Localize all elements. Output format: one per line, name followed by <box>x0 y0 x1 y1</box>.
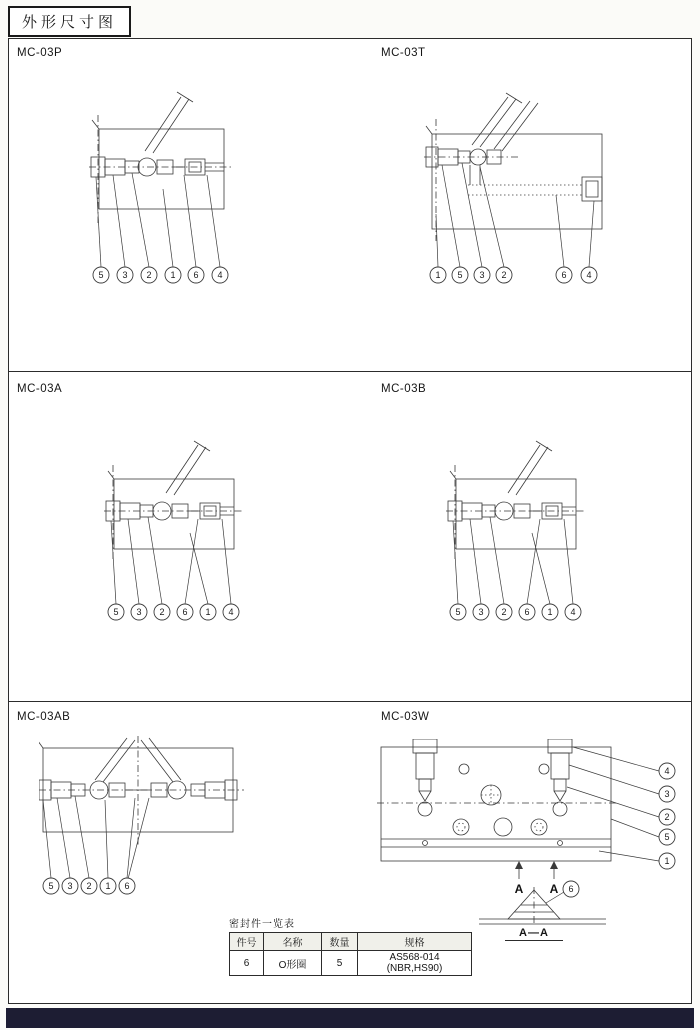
balloon <box>452 267 468 283</box>
cell-name: O形圈 <box>264 951 322 976</box>
svg-text:5: 5 <box>48 881 54 891</box>
balloon <box>43 878 59 894</box>
svg-text:4: 4 <box>586 270 592 280</box>
balloon <box>496 267 512 283</box>
dimension-drawing-mc03ab <box>39 734 249 904</box>
svg-text:1: 1 <box>435 270 441 280</box>
seal-table-title: 密封件一览表 <box>229 919 295 930</box>
balloon <box>177 604 193 620</box>
balloon <box>496 604 512 620</box>
col-header-spec: 规格 <box>358 933 472 951</box>
svg-text:2: 2 <box>664 812 670 822</box>
balloon <box>117 267 133 283</box>
svg-text:6: 6 <box>561 270 567 280</box>
cell-qty: 5 <box>322 951 358 976</box>
svg-text:5: 5 <box>455 607 461 617</box>
panel-label-mc03w: MC-03W <box>381 711 430 723</box>
svg-text:A: A <box>514 882 524 896</box>
drawing-frame <box>8 38 692 1004</box>
leader-line <box>546 892 564 903</box>
balloon <box>474 267 490 283</box>
balloon <box>62 878 78 894</box>
section-aa-label: A—A <box>505 927 563 941</box>
svg-text:A: A <box>549 882 559 896</box>
svg-text:1: 1 <box>205 607 211 617</box>
svg-text:2: 2 <box>501 270 507 280</box>
balloon <box>473 604 489 620</box>
balloon <box>165 267 181 283</box>
balloon <box>659 853 675 869</box>
balloon <box>450 604 466 620</box>
svg-text:3: 3 <box>67 881 73 891</box>
svg-text:1: 1 <box>547 607 553 617</box>
panel-label-mc03t: MC-03T <box>381 47 426 59</box>
svg-text:2: 2 <box>146 270 152 280</box>
svg-text:4: 4 <box>217 270 223 280</box>
svg-text:3: 3 <box>122 270 128 280</box>
dimension-drawing-mc03p <box>87 89 237 289</box>
seal-parts-table <box>229 915 472 976</box>
balloon <box>659 763 675 779</box>
balloon <box>141 267 157 283</box>
svg-text:1: 1 <box>664 856 670 866</box>
balloon <box>659 786 675 802</box>
svg-text:3: 3 <box>478 607 484 617</box>
svg-text:6: 6 <box>524 607 530 617</box>
balloon <box>659 809 675 825</box>
svg-text:5: 5 <box>457 270 463 280</box>
svg-text:3: 3 <box>136 607 142 617</box>
svg-text:5: 5 <box>113 607 119 617</box>
valve-block <box>446 441 586 559</box>
cell-part-no: 6 <box>230 951 264 976</box>
svg-text:4: 4 <box>664 766 670 776</box>
balloon <box>119 878 135 894</box>
table-row <box>230 951 472 976</box>
panel-label-mc03ab: MC-03AB <box>17 711 71 723</box>
balloon <box>223 604 239 620</box>
balloon <box>519 604 535 620</box>
leader-lines <box>567 747 659 861</box>
col-header-name: 名称 <box>264 933 322 951</box>
balloon <box>93 267 109 283</box>
balloon <box>200 604 216 620</box>
balloon <box>100 878 116 894</box>
balloon <box>659 829 675 845</box>
leader-lines <box>436 163 594 267</box>
valve-block <box>104 441 244 559</box>
balloon <box>556 267 572 283</box>
col-header-qty: 数量 <box>322 933 358 951</box>
panel-label-mc03b: MC-03B <box>381 383 427 395</box>
balloon <box>108 604 124 620</box>
valve-block <box>424 93 602 241</box>
manifold-plate <box>377 739 617 861</box>
svg-text:3: 3 <box>479 270 485 280</box>
panel-label-mc03p: MC-03P <box>17 47 63 59</box>
svg-text:6: 6 <box>124 881 130 891</box>
dimension-drawing-mc03b <box>446 435 596 625</box>
dimension-drawing-mc03w <box>377 739 687 899</box>
balloon-o-ring <box>563 881 579 897</box>
svg-text:1: 1 <box>170 270 176 280</box>
dimension-drawing-mc03a <box>104 435 254 625</box>
leader-lines <box>96 173 220 267</box>
panel-divider <box>9 371 691 372</box>
page-title: 外形尺寸图 <box>8 6 131 37</box>
svg-text:4: 4 <box>228 607 234 617</box>
cell-spec: AS568-014 (NBR,HS90) <box>358 951 472 976</box>
dimension-drawing-mc03t <box>424 89 614 289</box>
balloon <box>131 604 147 620</box>
footer-bar <box>6 1008 694 1028</box>
valve-block <box>89 92 233 223</box>
svg-text:2: 2 <box>159 607 165 617</box>
svg-text:5: 5 <box>664 832 670 842</box>
svg-text:3: 3 <box>664 789 670 799</box>
balloon <box>542 604 558 620</box>
svg-text:6: 6 <box>182 607 188 617</box>
balloon <box>154 604 170 620</box>
leader-lines <box>453 517 573 604</box>
balloon <box>188 267 204 283</box>
svg-text:2: 2 <box>501 607 507 617</box>
balloon <box>430 267 446 283</box>
svg-text:1: 1 <box>105 881 111 891</box>
svg-text:6: 6 <box>193 270 199 280</box>
panel-label-mc03a: MC-03A <box>17 383 63 395</box>
col-header-part-no: 件号 <box>230 933 264 951</box>
svg-text:5: 5 <box>98 270 104 280</box>
svg-text:6: 6 <box>568 884 574 894</box>
valve-block <box>39 736 244 846</box>
leader-lines <box>111 517 231 604</box>
balloon <box>565 604 581 620</box>
svg-text:4: 4 <box>570 607 576 617</box>
panel-divider <box>9 701 691 702</box>
o-ring-section <box>479 887 606 924</box>
balloon <box>581 267 597 283</box>
balloon <box>212 267 228 283</box>
balloon <box>81 878 97 894</box>
leader-lines <box>43 796 149 879</box>
svg-text:2: 2 <box>86 881 92 891</box>
